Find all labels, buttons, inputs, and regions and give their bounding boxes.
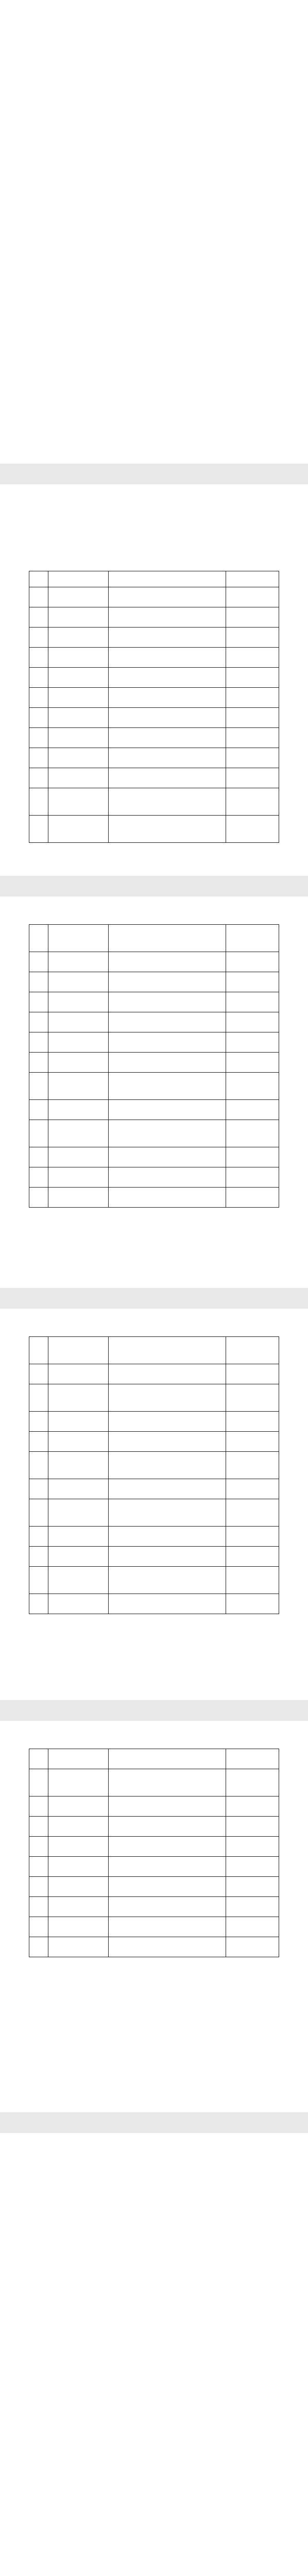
table-cell-no [29,728,48,748]
table-row [29,1147,279,1167]
table-cell-kind [48,1337,109,1364]
table-cell-ref [226,668,279,688]
table-cell-ref [226,1167,279,1188]
table-cell-ref [226,1012,279,1032]
table-cell-doc [109,1012,226,1032]
table-row [29,648,279,668]
table-row [29,1499,279,1527]
table-cell-kind [48,1837,109,1857]
table-cell-doc [109,1567,226,1594]
table-header-cell [109,571,226,587]
table-row [29,768,279,788]
table-cell-ref [226,1567,279,1594]
table-row [29,816,279,843]
table-cell-no [29,607,48,628]
table-cell-no [29,1412,48,1432]
table-cell-kind [48,1384,109,1412]
table-cell-doc [109,1499,226,1527]
table-cell-kind [48,1897,109,1917]
table-row [29,607,279,628]
table-cell-ref [226,1527,279,1547]
table-cell-ref [226,1384,279,1412]
table-cell-no [29,1147,48,1167]
page-4 [0,1309,308,1700]
table-cell-ref [226,1073,279,1100]
table-cell-doc [109,1837,226,1857]
table-cell-no [29,1499,48,1527]
table-cell-ref [226,1053,279,1073]
table-cell-ref [226,1479,279,1499]
table-cell-ref [226,1837,279,1857]
table-row [29,1167,279,1188]
table-cell-doc [109,1817,226,1837]
table-cell-doc [109,648,226,668]
table-cell-ref [226,1412,279,1432]
table-cell-kind [48,688,109,708]
table-cell-ref [226,1937,279,1957]
table-cell-doc [109,1547,226,1567]
table-row [29,1384,279,1412]
table-cell-ref [226,925,279,952]
table-cell-kind [48,1817,109,1837]
table-cell-doc [109,816,226,843]
table-row [29,1917,279,1937]
table-cell-no [29,768,48,788]
table-row [29,1817,279,1837]
table-cell-doc [109,1857,226,1877]
table-cell-no [29,1749,48,1769]
table-cell-doc [109,1769,226,1797]
table-row [29,1479,279,1499]
table-cell-no [29,992,48,1012]
table-cell-ref [226,1817,279,1837]
table-cell-doc [109,748,226,768]
table-row [29,1857,279,1877]
table-row [29,1594,279,1614]
table-cell-no [29,1120,48,1147]
table-cell-no [29,952,48,972]
table-cell-doc [109,1937,226,1957]
table-cell-no [29,1527,48,1547]
table-cell-doc [109,1412,226,1432]
table-cell-ref [226,1917,279,1937]
table-row [29,925,279,952]
table-cell-kind [48,1120,109,1147]
table-cell-kind [48,1499,109,1527]
table-cell-no [29,1452,48,1479]
table-cell-no [29,1100,48,1120]
table-cell-kind [48,1857,109,1877]
page-3 [0,896,308,1288]
table-cell-doc [109,668,226,688]
table-cell-ref [226,972,279,992]
table-cell-ref [226,1857,279,1877]
table-cell-no [29,708,48,728]
table-cell-ref [226,688,279,708]
page-5 [0,1721,308,2112]
table-row [29,1837,279,1857]
table-cell-doc [109,1432,226,1452]
table-cell-ref [226,952,279,972]
table-cell-doc [109,1594,226,1614]
table-cell-doc [109,1877,226,1897]
table-cell-no [29,816,48,843]
table-cell-kind [48,648,109,668]
table-cell-kind [48,972,109,992]
table-cell-ref [226,648,279,668]
table-cell-ref [226,1797,279,1817]
table-cell-kind [48,816,109,843]
table-row [29,688,279,708]
annex1-table-part3 [29,1336,279,1614]
table-cell-doc [109,1337,226,1364]
table-cell-ref [226,992,279,1012]
table-cell-ref [226,1897,279,1917]
table-cell-doc [109,1188,226,1208]
table-row [29,628,279,648]
annex1-table-part4 [29,1749,279,1957]
table-cell-doc [109,992,226,1012]
table-row [29,668,279,688]
table-row [29,1188,279,1208]
table-cell-doc [109,1053,226,1073]
table-cell-kind [48,607,109,628]
table-cell-no [29,1937,48,1957]
table-cell-ref [226,1432,279,1452]
table-cell-no [29,1364,48,1384]
table-row [29,788,279,816]
table-cell-kind [48,1797,109,1817]
table-cell-no [29,1053,48,1073]
table-cell-kind [48,1147,109,1167]
table-cell-ref [226,1032,279,1053]
table-row [29,1567,279,1594]
table-cell-no [29,1877,48,1897]
table-cell-no [29,748,48,768]
table-cell-no [29,1769,48,1797]
table-header-cell [29,571,48,587]
table-row [29,1937,279,1957]
table-cell-no [29,1479,48,1499]
table-cell-ref [226,1364,279,1384]
table-cell-doc [109,1167,226,1188]
annex1-table-part2 [29,924,279,1208]
table-cell-kind [48,1479,109,1499]
table-cell-doc [109,925,226,952]
table-row [29,1897,279,1917]
table-cell-kind [48,1032,109,1053]
table-cell-ref [226,728,279,748]
table-row [29,1100,279,1120]
table-cell-doc [109,1032,226,1053]
page-1 [0,0,308,464]
table-cell-kind [48,1917,109,1937]
table-cell-doc [109,688,226,708]
table-cell-kind [48,668,109,688]
table-cell-ref [226,788,279,816]
table-header-cell [226,571,279,587]
table-cell-doc [109,1147,226,1167]
table-cell-ref [226,1188,279,1208]
table-cell-kind [48,708,109,728]
table-cell-ref [226,768,279,788]
page-6 [0,2133,308,2576]
table-cell-doc [109,1452,226,1479]
table-cell-ref [226,1594,279,1614]
table-cell-kind [48,768,109,788]
table-cell-ref [226,1452,279,1479]
table-cell-doc [109,1917,226,1937]
table-cell-kind [48,1073,109,1100]
table-cell-no [29,1857,48,1877]
table-cell-no [29,1012,48,1032]
table-row [29,1877,279,1897]
table-cell-ref [226,1877,279,1897]
table-cell-ref [226,1547,279,1567]
table-cell-no [29,1384,48,1412]
table-cell-no [29,1188,48,1208]
table-row [29,1012,279,1032]
table-cell-kind [48,1364,109,1384]
table-cell-no [29,972,48,992]
table-cell-doc [109,1120,226,1147]
table-row [29,748,279,768]
table-row [29,1412,279,1432]
table-cell-no [29,1167,48,1188]
table-cell-no [29,1073,48,1100]
table-row [29,992,279,1012]
table-cell-kind [48,1547,109,1567]
table-cell-no [29,1797,48,1817]
table-cell-doc [109,1100,226,1120]
table-cell-doc [109,587,226,607]
table-row [29,952,279,972]
table-cell-ref [226,1769,279,1797]
table-cell-doc [109,972,226,992]
table-cell-no [29,1897,48,1917]
table-cell-doc [109,1479,226,1499]
table-cell-no [29,668,48,688]
table-cell-ref [226,1337,279,1364]
table-row [29,1797,279,1817]
table-cell-kind [48,1432,109,1452]
table-cell-no [29,925,48,952]
table-cell-kind [48,1412,109,1432]
table-cell-doc [109,1527,226,1547]
table-row [29,1547,279,1567]
table-row [29,1073,279,1100]
table-row [29,587,279,607]
table-cell-ref [226,587,279,607]
table-row [29,728,279,748]
table-cell-kind [48,1594,109,1614]
table-row [29,1749,279,1769]
table-row [29,1032,279,1053]
table-cell-doc [109,1749,226,1769]
table-header-row [29,571,279,587]
table-cell-kind [48,925,109,952]
table-row [29,1432,279,1452]
table-cell-no [29,1837,48,1857]
table-cell-no [29,1547,48,1567]
table-cell-no [29,688,48,708]
table-row [29,1364,279,1384]
table-cell-doc [109,788,226,816]
table-cell-doc [109,708,226,728]
table-cell-no [29,628,48,648]
table-cell-kind [48,1877,109,1897]
table-row [29,972,279,992]
table-row [29,1769,279,1797]
table-cell-kind [48,1167,109,1188]
table-cell-no [29,1567,48,1594]
table-cell-kind [48,992,109,1012]
table-cell-kind [48,1053,109,1073]
table-row [29,708,279,728]
table-row [29,1527,279,1547]
table-cell-kind [48,728,109,748]
table-cell-ref [226,628,279,648]
table-cell-ref [226,607,279,628]
table-cell-doc [109,1797,226,1817]
table-cell-no [29,1032,48,1053]
table-cell-no [29,788,48,816]
table-cell-doc [109,607,226,628]
table-cell-ref [226,1120,279,1147]
table-row [29,1053,279,1073]
table-cell-doc [109,952,226,972]
table-cell-no [29,587,48,607]
page-2 [0,484,308,876]
table-cell-no [29,1817,48,1837]
table-cell-kind [48,788,109,816]
table-cell-ref [226,748,279,768]
table-cell-no [29,1337,48,1364]
table-cell-doc [109,1073,226,1100]
table-cell-kind [48,1188,109,1208]
table-cell-kind [48,1012,109,1032]
table-cell-kind [48,1567,109,1594]
table-cell-kind [48,952,109,972]
table-header-cell [48,571,109,587]
table-cell-doc [109,728,226,748]
table-cell-ref [226,1100,279,1120]
table-cell-kind [48,1937,109,1957]
table-row [29,1452,279,1479]
table-cell-ref [226,1147,279,1167]
table-row [29,1337,279,1364]
table-cell-ref [226,708,279,728]
table-cell-no [29,1594,48,1614]
table-cell-no [29,1432,48,1452]
table-cell-doc [109,768,226,788]
table-cell-kind [48,748,109,768]
table-cell-kind [48,587,109,607]
table-cell-doc [109,628,226,648]
table-cell-kind [48,1100,109,1120]
table-cell-doc [109,1897,226,1917]
annex1-table-part1 [29,571,279,843]
table-cell-doc [109,1364,226,1384]
table-cell-kind [48,1769,109,1797]
table-cell-no [29,1917,48,1937]
table-cell-kind [48,1527,109,1547]
table-cell-ref [226,1749,279,1769]
table-cell-no [29,648,48,668]
table-row [29,1120,279,1147]
table-cell-doc [109,1384,226,1412]
table-cell-kind [48,1452,109,1479]
table-cell-kind [48,628,109,648]
table-cell-ref [226,1499,279,1527]
table-cell-ref [226,816,279,843]
table-cell-kind [48,1749,109,1769]
